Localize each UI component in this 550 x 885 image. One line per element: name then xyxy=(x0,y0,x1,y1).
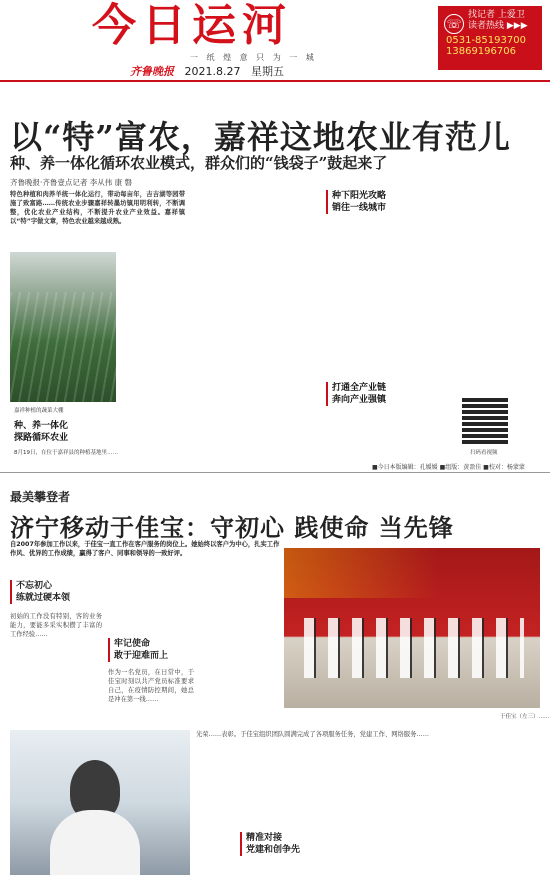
story1-col2 xyxy=(120,190,216,455)
story1-col3 xyxy=(220,190,320,455)
dateline xyxy=(130,63,284,79)
story1-box1-title: 种、养一体化 探路循环农业 xyxy=(14,421,69,443)
story2-portrait xyxy=(10,730,190,875)
story2-body-mid: 作为一名党员，在日常中，于佳宝时刻以共产党员标准要求自己，在疫情防控期间，她总是冲在第一线…… xyxy=(108,669,194,703)
hotline-phone-2: 13869196706 xyxy=(446,46,516,57)
story2-body-mid-top xyxy=(108,580,194,640)
story2-section: 最美攀登者 xyxy=(10,490,71,504)
weekday: 星期五 xyxy=(250,65,284,78)
story1-byline: 齐鲁晚报·齐鲁壹点记者 李从伟 康 磐 xyxy=(10,178,133,187)
story1-box3-title: 打通全产业链 奔向产业强镇 xyxy=(326,382,412,406)
story2-body-left: 初始的工作没有特别，客的业务能力，要能多采实积攒了丰富的工作经验…… xyxy=(10,613,102,638)
masthead-slogan: 一 纸 煌 意 只 为 一 城 xyxy=(190,53,317,62)
story1-headline: 以“特”富农，嘉祥这地农业有范儿 xyxy=(10,118,511,156)
phone-icon: ☏ xyxy=(444,14,464,34)
story1-col4b xyxy=(326,410,422,455)
brand-logo: 齐鲁晚报 xyxy=(130,65,174,78)
story2-box2: 牢记使命 敢于迎难而上 xyxy=(108,638,194,662)
hotline-phone-1: 0531-85193700 xyxy=(446,35,526,46)
hotline-box xyxy=(438,6,542,70)
story1-photo xyxy=(10,252,116,402)
editor-line: ■今日本版编辑：孔媛媛 ■组版：黄盈佳 ■校对：杨蒙蒙 xyxy=(372,464,525,471)
story2-headline: 济宁移动于佳宝：守初心 践使命 当先锋 xyxy=(10,513,454,542)
top-rule xyxy=(0,80,550,82)
mid-rule xyxy=(0,472,550,473)
hotline-note: 读者热线 ▶▶▶ xyxy=(468,21,528,31)
story2-box3: 精准对接 党建和创争先 xyxy=(240,832,326,856)
qr-caption: 扫码看视频 xyxy=(470,450,498,456)
story2-intro: 自2007年参加工作以来，于佳宝一直工作在客户服务的岗位上。她始终以客户为中心，扎实工作作风、优异的工作成绩，赢得了客户、同事和领导的一致好评。 xyxy=(10,541,280,557)
story1-lead: 特色种植和肉养羊统一体化运行，带动每亩年，吉吉湖等园带施了致富路……传统农业步骤嘉祥转墨坊镇用明利转，不断调整，优化农业产业结构，不断提升农业产业效益。嘉祥镇以“特”字做文章，特色农业越来越成熟。 xyxy=(10,191,185,225)
story1-subhead: 种、养一体化循环农业模式，群众们的“钱袋子”鼓起来了 xyxy=(10,154,388,172)
story1-box1-text: 8月19日，在位于嘉祥县的种植基地里…… xyxy=(14,450,118,456)
hotline-label: 找记者 上爱卫 xyxy=(468,10,525,20)
masthead-title: 今日运河 xyxy=(92,0,292,51)
issue-date: 2021.8.27 xyxy=(184,65,241,78)
story2-body-col3 xyxy=(200,580,280,730)
qr-code[interactable] xyxy=(462,398,508,444)
story1-col5 xyxy=(428,190,542,395)
story1-photo-caption: 嘉祥种植的蔬菜大棚 xyxy=(14,408,64,414)
story1-box2-title: 种下阳光攻略 销往一线城市 xyxy=(326,190,412,214)
story2-box1: 不忘初心 练就过硬本领 xyxy=(10,580,102,604)
story2-photo-caption: 于佳宝（左三）…… xyxy=(500,714,550,720)
story2-body-right: 光荣……表彰。于佳宝组织团队圆满完成了各项服务任务，党建工作、网络服务…… xyxy=(196,731,429,738)
story2-photo xyxy=(284,548,540,708)
story1-col4 xyxy=(326,222,422,372)
